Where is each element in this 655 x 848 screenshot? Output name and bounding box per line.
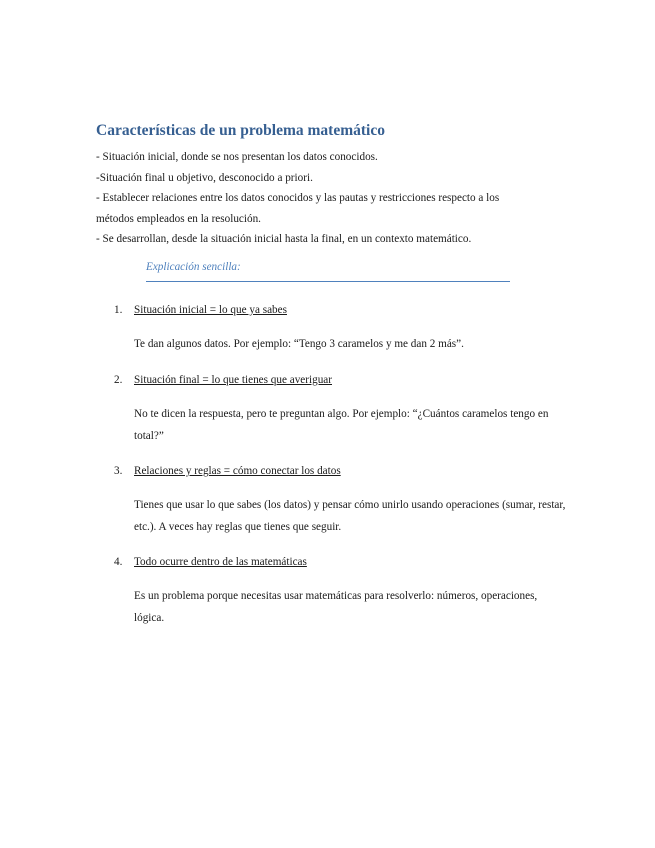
list-item-description: Tienes que usar lo que sabes (los datos) y pensar cómo unirlo usando operaciones (sumar, restar, etc.). A veces hay reglas que tienes que seguir.	[134, 499, 566, 533]
simple-explanation-heading: Explicación sencilla:	[146, 260, 510, 282]
list-item-description: Es un problema porque necesitas usar matemáticas para resolverlo: números, operaciones, lógica.	[134, 590, 538, 624]
list-item-number: 4.	[114, 556, 123, 568]
list-item-description: Te dan algunos datos. Por ejemplo: “Tengo 3 caramelos y me dan 2 más”.	[134, 338, 464, 350]
list-item-number: 1.	[114, 304, 123, 316]
list-item-heading	[96, 300, 566, 320]
intro-line-relations: - Establecer relaciones entre los datos conocidos y las pautas y restricciones respecto a los métodos empleados en la resolución.	[96, 192, 500, 225]
list-item	[96, 300, 566, 356]
list-item-number: 3.	[114, 465, 123, 477]
intro-paragraphs	[96, 147, 526, 250]
list-item-heading	[96, 370, 566, 390]
document-title: Características de un problema matemático	[96, 122, 385, 139]
list-item-label: Relaciones y reglas = cómo conectar los datos	[134, 465, 341, 477]
list-item-number: 2.	[114, 374, 123, 386]
list-item-heading	[96, 552, 566, 572]
list-item-label: Situación final = lo que tienes que averiguar	[134, 374, 332, 386]
list-item	[96, 461, 566, 538]
list-item-heading	[96, 461, 566, 481]
intro-line-context: - Se desarrollan, desde la situación inicial hasta la final, en un contexto matemático.	[96, 233, 472, 245]
intro-line-initial-situation: - Situación inicial, donde se nos presentan los datos conocidos.	[96, 151, 378, 163]
list-item-description: No te dicen la respuesta, pero te preguntan algo. Por ejemplo: “¿Cuántos caramelos tengo en total?”	[134, 408, 549, 442]
list-item	[96, 552, 566, 629]
intro-line-final-situation: -Situación final u objetivo, desconocido a priori.	[96, 171, 313, 184]
list-item-label: Todo ocurre dentro de las matemáticas	[134, 556, 307, 568]
list-item-label: Situación inicial = lo que ya sabes	[134, 304, 287, 316]
list-item	[96, 370, 566, 447]
